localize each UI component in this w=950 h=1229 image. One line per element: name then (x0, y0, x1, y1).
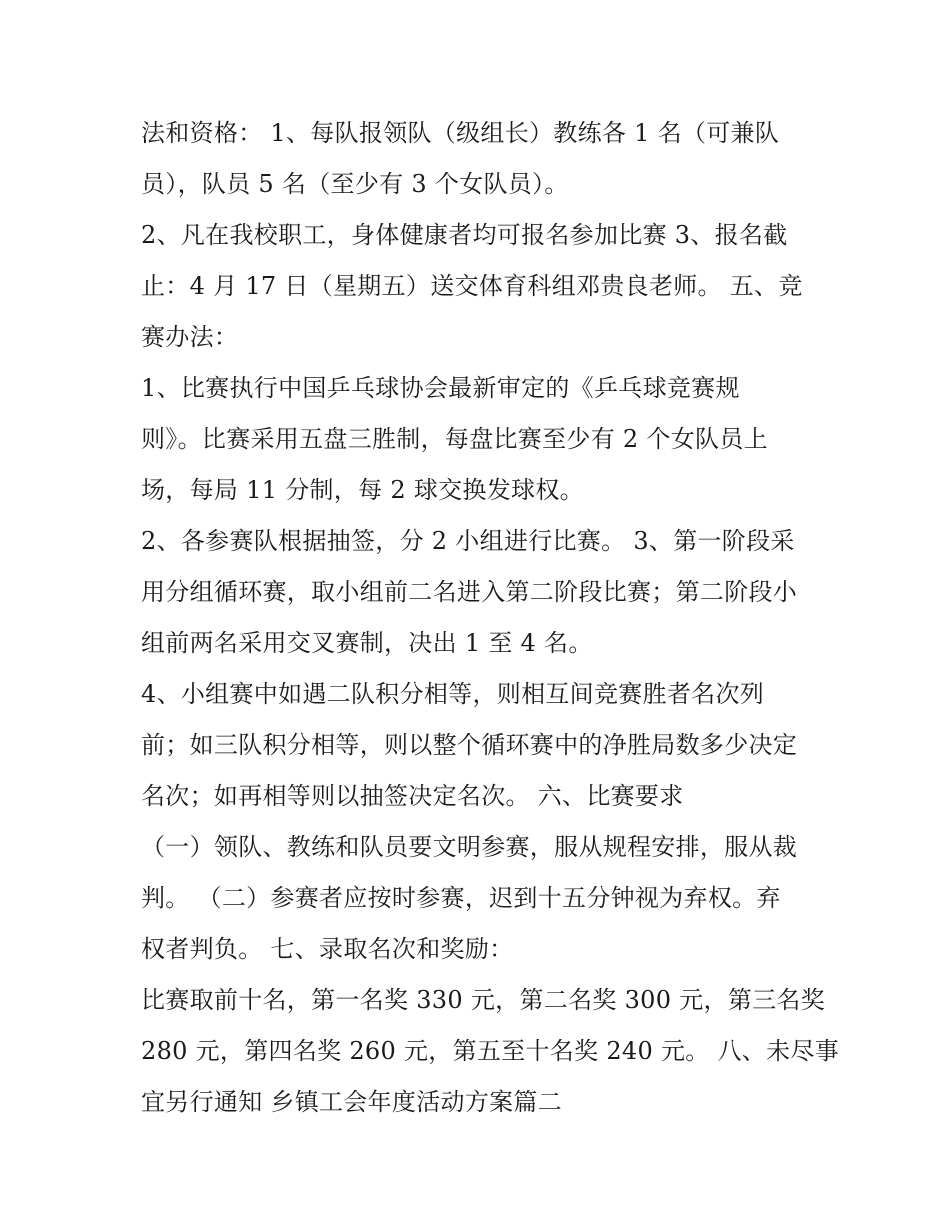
text-line: 止：4 月 17 日（星期五）送交体育科组邓贵良老师。 五、竞 (141, 272, 803, 300)
text-line: 前；如三队积分相等，则以整个循环赛中的净胜局数多少决定 (141, 731, 798, 759)
text-line: 宜另行通知 乡镇工会年度活动方案篇二 (141, 1088, 563, 1116)
text-line: 权者判负。 七、录取名次和奖励： (141, 935, 514, 963)
text-line: 2、各参赛队根据抽签，分 2 小组进行比赛。 3、第一阶段采 (141, 527, 795, 555)
text-line: （一）领队、教练和队员要文明参赛，服从规程安排，服从裁 (141, 833, 798, 861)
text-line: 则》。比赛采用五盘三胜制，每盘比赛至少有 2 个女队员上 (141, 425, 768, 453)
document-body (141, 108, 839, 1128)
text-line: 2、凡在我校职工，身体健康者均可报名参加比赛 3、报名截 (141, 221, 788, 249)
text-line: 名次；如再相等则以抽签决定名次。 六、比赛要求 (141, 782, 684, 810)
text-line: 用分组循环赛，取小组前二名进入第二阶段比赛；第二阶段小 (141, 578, 798, 606)
text-line: 赛办法： (141, 323, 239, 351)
text-line: 组前两名采用交叉赛制，决出 1 至 4 名。 (141, 629, 593, 657)
text-line: 员），队员 5 名（至少有 3 个女队员）。 (141, 170, 569, 198)
text-line: 1、比赛执行中国乒乓球协会最新审定的《乒乓球竞赛规 (141, 374, 740, 402)
text-line: 判。 （二）参赛者应按时参赛，迟到十五分钟视为弃权。弃 (141, 884, 781, 912)
text-line: 法和资格： 1、每队报领队（级组长）教练各 1 名（可兼队 (141, 119, 780, 147)
text-line: 场，每局 11 分制，每 2 球交换发球权。 (141, 476, 584, 504)
text-line: 4、小组赛中如遇二队积分相等，则相互间竞赛胜者名次列 (141, 680, 765, 708)
text-line: 比赛取前十名，第一名奖 330 元，第二名奖 300 元，第三名奖 (141, 986, 826, 1014)
text-line: 280 元，第四名奖 260 元，第五至十名奖 240 元。 八、未尽事 (141, 1037, 839, 1065)
